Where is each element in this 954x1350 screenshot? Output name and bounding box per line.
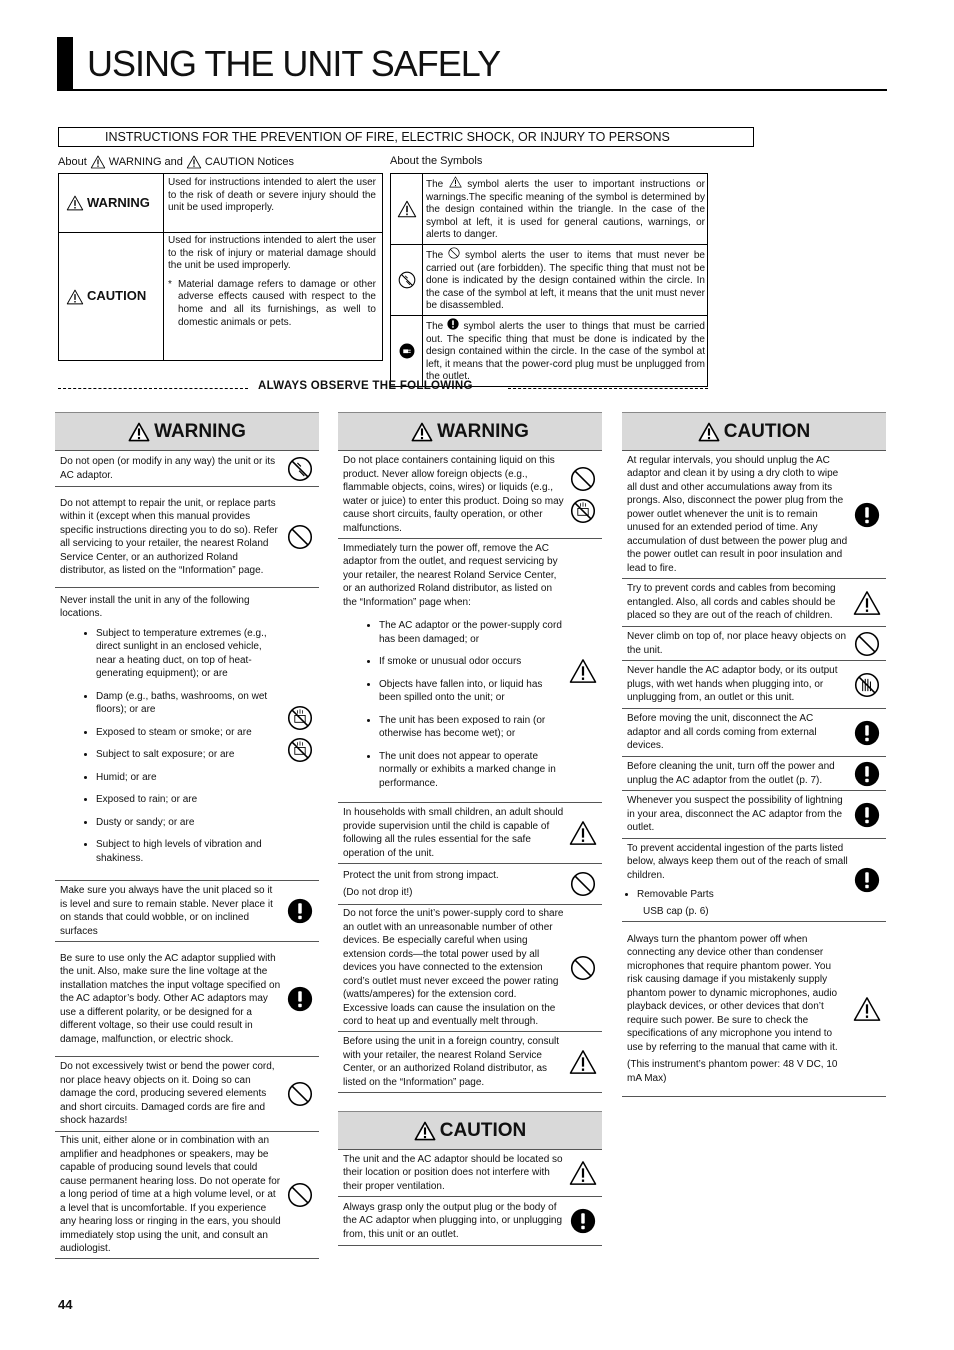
list-item bbox=[622, 627, 886, 661]
mandatory-icon bbox=[447, 318, 459, 330]
item-text: Do not force the unit’s power-supply cord to share an outlet with an unreasonable number of other devices. Be especially careful when using extension cords—the total power used by all devices you have connected to the extension cord’s outlet must never exceed the power rating (watts/amperes) for the extension cord. Excessive loads can cause the insulation on the cord to heat up and eventually melt through. bbox=[343, 908, 564, 1028]
item-text bbox=[55, 589, 281, 880]
symbol-text-prohibit: symbol alerts the user to items that must never be carried out (are forbidden). The specific thing that must not be done is indicated by the design contained within the circle. In the case of the symbol at left, it means that the unit must never be disassembled. bbox=[426, 249, 705, 312]
item-text-line: To prevent accidental ingestion of the parts listed below, always keep them out of the reach of small children. bbox=[627, 842, 848, 881]
warning-triangle-icon bbox=[569, 658, 597, 684]
list-bullet: • Subject to temperature extremes (e.g., direct sunlight in an enclosed vehicle, near a heating duct, on top of heat-generating equipment); or are bbox=[96, 627, 281, 681]
always-observe-divider bbox=[58, 382, 708, 396]
mandatory-icon bbox=[287, 986, 313, 1012]
no-wet-hands-icon bbox=[854, 672, 880, 698]
column-heading bbox=[338, 412, 602, 451]
mandatory-icon bbox=[854, 802, 880, 828]
item-text: Never handle the AC adaptor body, or its output plugs, with wet hands when plugging into, or unplugging from, an outlet or this unit. bbox=[627, 665, 838, 704]
about-caution-word: CAUTION bbox=[204, 156, 255, 168]
caution-column bbox=[622, 412, 886, 1097]
about-notices-label bbox=[58, 155, 294, 169]
warning-triangle-icon bbox=[853, 590, 881, 616]
notice-table bbox=[58, 173, 383, 361]
no-water-icon bbox=[287, 705, 313, 731]
symbol-pre: The bbox=[426, 320, 444, 332]
caution-note-text: Material damage refers to damage or other adverse effects caused with respect to the home and all its furnishings, as well to domestic animals or pets. bbox=[178, 278, 376, 328]
item-text bbox=[622, 837, 848, 924]
unplug-icon bbox=[399, 343, 415, 359]
title-rule bbox=[57, 89, 887, 91]
page-title: USING THE UNIT SAFELY bbox=[87, 43, 501, 84]
item-text: Before using the unit in a foreign country, consult with your retailer, the nearest Roland Service Center, or an authorized Roland distributor, as listed on the “Information” page. bbox=[343, 1036, 560, 1088]
item-text: The unit and the AC adaptor should be located so their location or position does not interfere with their proper ventilation. bbox=[343, 1153, 563, 1192]
warning-triangle-icon bbox=[414, 1121, 436, 1141]
symbol-cell-triangle bbox=[391, 174, 423, 245]
list-item bbox=[338, 1150, 602, 1197]
symbol-text-triangle: symbol alerts the user to important instructions or warnings.The specific meaning of the symbol is determined by the design contained within the triangle. In the case of the symbol at left, it is used for general cautions, warnings, or alerts to danger. bbox=[426, 179, 705, 241]
dashed-rule-left bbox=[58, 388, 248, 389]
symbol-pre: The bbox=[426, 249, 444, 261]
mandatory-icon bbox=[854, 761, 880, 787]
list-bullet: • Dusty or sandy; or are bbox=[96, 816, 281, 830]
list-bullet: • Damp (e.g., baths, washrooms, on wet floors); or are bbox=[96, 690, 281, 717]
list-bullet: • Humid; or are bbox=[96, 771, 281, 785]
warning-triangle-icon bbox=[90, 155, 106, 169]
item-text: Do not open (or modify in any way) the unit or its AC adaptor. bbox=[60, 456, 276, 481]
list-item bbox=[622, 757, 886, 791]
mandatory-icon bbox=[854, 720, 880, 746]
list-bullet: • If smoke or unusual odor occurs bbox=[379, 655, 564, 669]
list-bullet: • The AC adaptor or the power-supply cord has been damaged; or bbox=[379, 619, 564, 646]
symbol-pre: The bbox=[426, 179, 444, 190]
list-item bbox=[622, 839, 886, 922]
item-text: At regular intervals, you should unplug the AC adaptor and clean it by using a dry cloth to wipe all dust and other accumulations away from its prongs. Also, disconnect the power plug from the power outlet whenever the unit is to remain unused for an extended period of time. Any accumulation of dust between the power plug and the power outlet can result in poor insulation and lead to fire. bbox=[627, 454, 848, 574]
prohibited-icon bbox=[448, 247, 460, 259]
item-text: Do not place containers containing liquid on this product. Never allow foreign objects (e.g., flammable objects, coins, wires) or liquids (e.g., water or juice) to enter this product. Doing so may cause short circuits, faulty operation, or other malfunctions. bbox=[343, 455, 564, 534]
caution-label-cell bbox=[59, 233, 164, 361]
page-number: 44 bbox=[58, 1297, 73, 1312]
item-text: Whenever you suspect the possibility of lightning in your area, disconnect the AC adaptor from the outlet. bbox=[627, 795, 843, 834]
item-text: Be sure to use only the AC adaptor supplied with the unit. Also, make sure the line voltage at the installation matches the input voltage specified on the AC adaptor’s body. Other AC adaptors may use a different polarity, or be designed for a different voltage, so their use could result in damage, malfunction, or electric shock. bbox=[60, 952, 281, 1045]
symbol-desc-mandatory bbox=[423, 315, 708, 386]
warning-triangle-icon bbox=[698, 422, 720, 442]
title-bar-accent bbox=[57, 37, 73, 90]
list-bullet: • Exposed to steam or smoke; or are bbox=[96, 726, 281, 740]
prohibited-icon bbox=[854, 631, 880, 657]
about-warning-word: WARNING bbox=[108, 156, 162, 168]
warning-triangle-icon bbox=[186, 155, 202, 169]
prohibited-icon bbox=[570, 871, 596, 897]
column-heading bbox=[55, 412, 319, 451]
list-item bbox=[55, 588, 319, 881]
about-suffix: Notices bbox=[257, 156, 295, 168]
column-heading-text: WARNING bbox=[154, 420, 246, 442]
list-item bbox=[338, 539, 602, 803]
location-list bbox=[82, 627, 281, 866]
list-item bbox=[55, 942, 319, 1057]
item-text: Always grasp only the output plug or the body of the AC adaptor when plugging into, or unplugging from, this unit or an outlet. bbox=[343, 1201, 563, 1240]
about-symbols-label: About the Symbols bbox=[390, 155, 483, 167]
warning-triangle-icon bbox=[569, 820, 597, 846]
phantom-power-note: (This instrument’s phantom power: 48 V DC, 10 mA Max) bbox=[627, 1059, 838, 1084]
warning-description: Used for instructions intended to alert the user to the risk of death or severe injury should the unit be used improperly. bbox=[164, 174, 383, 233]
warning-triangle-icon bbox=[569, 1049, 597, 1075]
list-item bbox=[338, 1032, 602, 1093]
always-observe-heading: ALWAYS OBSERVE THE FOLLOWING bbox=[258, 380, 473, 392]
list-item bbox=[338, 905, 602, 1032]
list-item bbox=[338, 864, 602, 905]
caution-note bbox=[168, 279, 376, 329]
item-intro: Never install the unit in any of the following locations. bbox=[60, 594, 250, 620]
list-bullet: • Removable Parts bbox=[637, 888, 848, 902]
symbol-desc-prohibit bbox=[423, 244, 708, 315]
warning-label-cell bbox=[59, 174, 164, 233]
warning-triangle-icon bbox=[128, 422, 150, 442]
item-text: Try to prevent cords and cables from becoming entangled. Also, all cords and cables should be placed so they are out of the reach of children. bbox=[627, 583, 836, 622]
dashed-rule-right bbox=[508, 388, 708, 389]
list-item bbox=[55, 487, 319, 588]
item-text: Make sure you always have the unit placed so it is level and sure to remain stable. Never place it on stands that could wobble, or on inclined surfaces bbox=[60, 885, 273, 937]
column-heading bbox=[622, 412, 886, 451]
about-prefix: About bbox=[58, 156, 87, 168]
list-item bbox=[338, 451, 602, 539]
item-text: Before moving the unit, disconnect the AC adaptor and all cords coming from external devices. bbox=[627, 713, 817, 752]
no-disassembly-icon bbox=[398, 271, 416, 289]
warning-triangle-icon bbox=[397, 200, 417, 218]
warning-column-2 bbox=[338, 412, 602, 1246]
list-item bbox=[55, 1132, 319, 1259]
symbol-text-mandatory: symbol alerts the user to things that must be carried out. The specific thing that must be done is indicated by the design contained within the circle. In the case of the symbol at left, it means that the power-cord plug must be unplugged from the outlet. bbox=[426, 320, 705, 383]
mandatory-icon bbox=[854, 502, 880, 528]
list-bullet: • The unit does not appear to operate normally or exhibits a marked change in performance. bbox=[379, 750, 564, 791]
item-text-line: Protect the unit from strong impact. bbox=[343, 869, 499, 881]
caution-label: CAUTION bbox=[87, 288, 147, 304]
caution-description: Used for instructions intended to alert the user to the risk of injury or material damage should the unit be used improperly. bbox=[168, 235, 376, 272]
list-item bbox=[622, 661, 886, 709]
symbol-desc-triangle bbox=[423, 174, 708, 245]
prohibited-icon bbox=[570, 466, 596, 492]
warning-triangle-icon bbox=[569, 1160, 597, 1186]
list-item bbox=[622, 579, 886, 627]
symbol-cell-prohibit bbox=[391, 244, 423, 315]
list-item bbox=[622, 922, 886, 1097]
list-bullet: • Exposed to rain; or are bbox=[96, 793, 281, 807]
item-text: Never climb on top of, nor place heavy objects on the unit. bbox=[627, 631, 847, 656]
list-item bbox=[338, 1197, 602, 1246]
caution-note-mark: * bbox=[168, 278, 172, 290]
warning-triangle-icon bbox=[853, 996, 881, 1022]
warning-triangle-icon bbox=[449, 176, 462, 188]
warning-triangle-icon bbox=[66, 289, 84, 305]
list-bullet: • Objects have fallen into, or liquid has been spilled onto the unit; or bbox=[379, 678, 564, 705]
column-heading-text: CAUTION bbox=[723, 420, 811, 442]
item-text: Before cleaning the unit, turn off the power and unplug the AC adaptor from the outlet (p. 7). bbox=[627, 761, 835, 786]
list-item bbox=[622, 451, 886, 579]
mandatory-icon bbox=[854, 867, 880, 893]
warning-triangle-icon bbox=[411, 422, 433, 442]
prohibited-icon bbox=[287, 1081, 313, 1107]
caution-description-cell bbox=[164, 233, 383, 361]
list-item bbox=[622, 791, 886, 839]
prohibited-icon bbox=[287, 1182, 313, 1208]
part-name: USB cap (p. 6) bbox=[643, 905, 709, 917]
symbols-table bbox=[390, 173, 708, 387]
warning-triangle-icon bbox=[66, 195, 84, 211]
item-text: In households with small children, an adult should provide supervision until the child is capable of following all the rules essential for the safe operation of the unit. bbox=[343, 807, 564, 859]
warning-column-1 bbox=[55, 412, 319, 1259]
column-heading-text: WARNING bbox=[437, 420, 529, 442]
parts-list bbox=[627, 888, 848, 902]
item-intro: Immediately turn the power off, remove the AC adaptor from the outlet, and request servicing by your retailer, the nearest Roland Service Center, or an authorized Roland distributor, as listed on the “Information” page when: bbox=[343, 542, 558, 608]
mandatory-icon bbox=[570, 1208, 596, 1234]
list-bullet: • The unit has been exposed to rain (or otherwise has become wet); or bbox=[379, 714, 564, 741]
item-text bbox=[338, 864, 564, 905]
no-disassembly-icon bbox=[287, 456, 313, 482]
warning-label: WARNING bbox=[87, 194, 150, 210]
item-text: This unit, either alone or in combination with an amplifier and headphones or speakers, may be capable of producing sound levels that could cause permanent hearing loss. Do not operate for a long period of time at a high volume level, or at a level that is uncomfortable. If you experience any hearing loss or ringing in the ears, you should immediately stop using the unit, and consult an audiologist. bbox=[60, 1135, 281, 1255]
symbol-cell-mandatory bbox=[391, 315, 423, 386]
no-water-icon bbox=[570, 498, 596, 524]
list-bullet: • Subject to high levels of vibration and shakiness. bbox=[96, 838, 281, 865]
list-item bbox=[338, 803, 602, 864]
prohibited-icon bbox=[570, 955, 596, 981]
list-item bbox=[622, 709, 886, 757]
item-text bbox=[338, 537, 564, 805]
instructions-header: INSTRUCTIONS FOR THE PREVENTION OF FIRE, ELECTRIC SHOCK, OR INJURY TO PERSONS bbox=[58, 127, 754, 147]
caution-heading bbox=[338, 1111, 602, 1150]
list-item bbox=[55, 1057, 319, 1132]
prohibited-icon bbox=[287, 524, 313, 550]
item-text-line: Always turn the phantom power off when connecting any device other than condenser microphones that require phantom power. You risk causing damage if you mistakenly supply phantom power to dynamic microphones, audio playback devices, or other devices that don’t require such power. Be sure to check the specifications of any microphone you intend to use by referring to the manual that came with it. bbox=[627, 933, 838, 1053]
item-text-line: (Do not drop it!) bbox=[343, 887, 413, 898]
list-item bbox=[55, 451, 319, 487]
item-text: Do not excessively twist or bend the power cord, nor place heavy objects on it. Doing so can damage the cord, producing severed elements and short circuits. Damaged cords are fire and shock hazards! bbox=[60, 1061, 275, 1127]
column-heading-text: CAUTION bbox=[439, 1119, 527, 1141]
mandatory-icon bbox=[287, 898, 313, 924]
list-bullet: • Subject to salt exposure; or are bbox=[96, 748, 281, 762]
list-item bbox=[55, 881, 319, 942]
item-text: Do not attempt to repair the unit, or replace parts within it (except when this manual provides specific instructions directing you to do so). Refer all servicing to your retailer, the nearest Roland Service Center, or an authorized Roland distributor, as listed on the “Information” page. bbox=[60, 497, 278, 576]
item-text bbox=[622, 928, 848, 1091]
no-water-icon bbox=[287, 737, 313, 763]
about-and-word: and bbox=[164, 156, 183, 168]
service-conditions-list bbox=[365, 619, 564, 790]
